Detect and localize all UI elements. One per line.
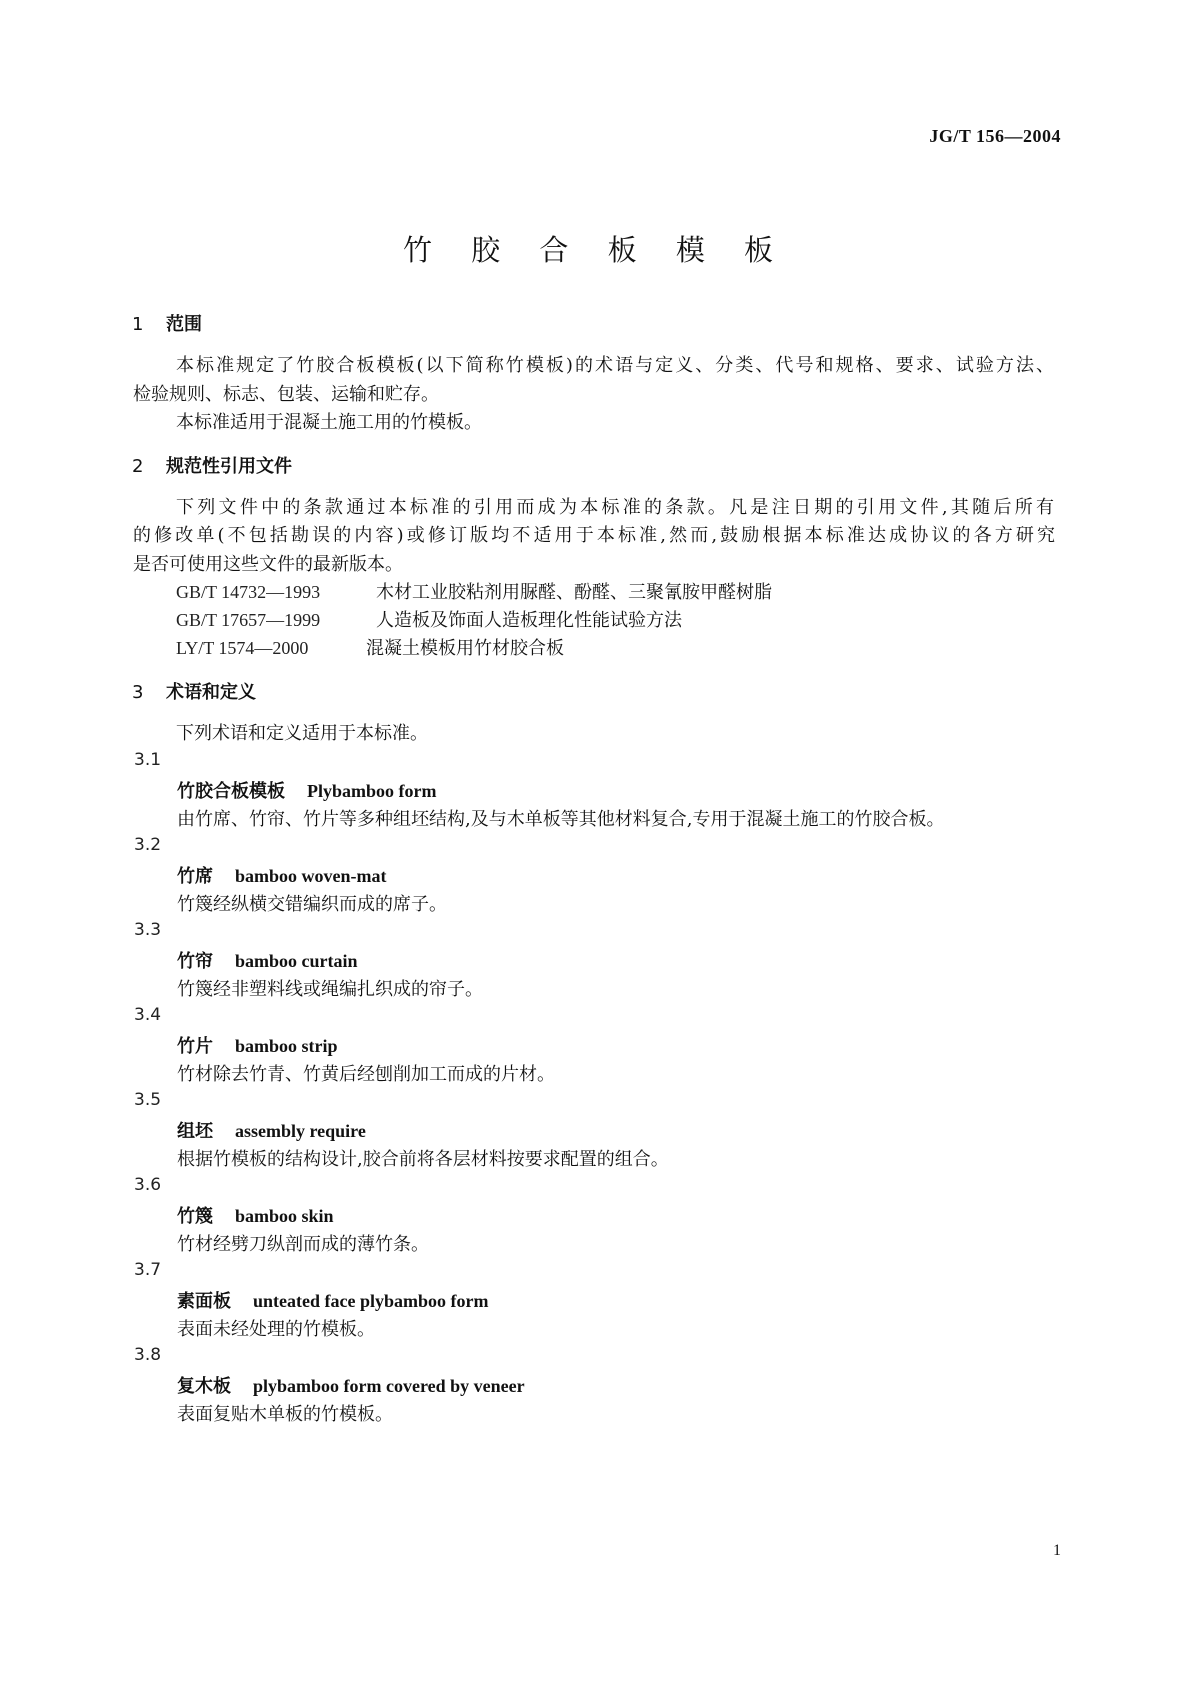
- term-definition: 竹材经劈刀纵剖而成的薄竹条。: [177, 1234, 429, 1255]
- term-english: unteated face plybamboo form: [253, 1291, 489, 1311]
- section-title: 规范性引用文件: [166, 456, 292, 477]
- term-english: Plybamboo form: [307, 781, 437, 801]
- term-definition: 根据竹模板的结构设计,胶合前将各层材料按要求配置的组合。: [177, 1149, 669, 1170]
- reference-title: 人造板及饰面人造板理化性能试验方法: [376, 610, 682, 631]
- term-definition: 竹材除去竹青、竹黄后经刨削加工而成的片材。: [177, 1064, 555, 1085]
- term-number: 3.3: [134, 920, 162, 940]
- term-definition: 表面未经处理的竹模板。: [177, 1319, 375, 1340]
- section-2-paragraph-line: 是否可使用这些文件的最新版本。: [133, 554, 403, 575]
- term-chinese: 组坯: [177, 1121, 213, 1142]
- term-heading: [177, 1372, 525, 1398]
- standard-code: JG/T 156—2004: [929, 126, 1061, 146]
- section-number: 2: [132, 456, 144, 477]
- term-chinese: 竹篾: [177, 1206, 213, 1227]
- reference-code: GB/T 17657—1999: [176, 610, 321, 630]
- reference-code: LY/T 1574—2000: [176, 638, 309, 658]
- term-definition: 竹篾经非塑料线或绳编扎织成的帘子。: [177, 979, 483, 1000]
- term-number: 3.5: [134, 1090, 162, 1110]
- term-definition: 竹篾经纵横交错编织而成的席子。: [177, 894, 447, 915]
- section-2-heading: [132, 452, 292, 478]
- term-chinese: 竹片: [177, 1036, 213, 1057]
- term-number: 3.6: [134, 1175, 162, 1195]
- term-heading: [177, 1287, 488, 1313]
- section-1-paragraph-line: 检验规则、标志、包装、运输和贮存。: [133, 384, 439, 405]
- term-english: plybamboo form covered by veneer: [253, 1376, 525, 1396]
- term-chinese: 素面板: [177, 1291, 231, 1312]
- term-english: bamboo woven-mat: [235, 866, 387, 886]
- section-3-intro: 下列术语和定义适用于本标准。: [176, 723, 428, 744]
- page-number: 1: [1053, 1542, 1061, 1559]
- term-number: 3.7: [134, 1260, 162, 1280]
- reference-item: [176, 606, 682, 632]
- section-3-heading: [132, 678, 256, 704]
- term-definition: 表面复贴木单板的竹模板。: [177, 1404, 393, 1425]
- reference-item: [176, 634, 564, 660]
- term-definition: 由竹席、竹帘、竹片等多种组坯结构,及与木单板等其他材料复合,专用于混凝土施工的竹胶合板。: [177, 809, 945, 830]
- term-number: 3.2: [134, 835, 162, 855]
- section-1-heading: [132, 310, 202, 336]
- term-english: bamboo curtain: [235, 951, 358, 971]
- reference-title: 混凝土模板用竹材胶合板: [366, 638, 564, 659]
- term-number: 3.4: [134, 1005, 162, 1025]
- term-chinese: 竹席: [177, 866, 213, 887]
- section-title: 范围: [166, 314, 202, 335]
- section-number: 3: [132, 682, 144, 703]
- section-title: 术语和定义: [166, 682, 256, 703]
- document-title: 竹 胶 合 板 模 板: [402, 233, 789, 267]
- term-number: 3.1: [134, 750, 162, 770]
- term-heading: [177, 1032, 338, 1058]
- reference-title: 木材工业胶粘剂用脲醛、酚醛、三聚氰胺甲醛树脂: [376, 582, 772, 603]
- section-1-scope-paragraph: 本标准适用于混凝土施工用的竹模板。: [176, 412, 482, 433]
- term-english: assembly require: [235, 1121, 366, 1141]
- section-1-paragraph-line: 本标准规定了竹胶合板模板(以下简称竹模板)的术语与定义、分类、代号和规格、要求、试验方法、: [176, 355, 1054, 376]
- term-chinese: 竹胶合板模板: [177, 781, 285, 802]
- section-number: 1: [132, 314, 144, 335]
- term-heading: [177, 1117, 366, 1143]
- term-heading: [177, 777, 437, 803]
- term-chinese: 复木板: [177, 1376, 231, 1397]
- reference-code: GB/T 14732—1993: [176, 582, 321, 602]
- term-english: bamboo skin: [235, 1206, 334, 1226]
- section-2-paragraph-line: 下列文件中的条款通过本标准的引用而成为本标准的条款。凡是注日期的引用文件,其随后所有: [176, 497, 1054, 518]
- term-number: 3.8: [134, 1345, 162, 1365]
- term-english: bamboo strip: [235, 1036, 338, 1056]
- term-heading: [177, 1202, 334, 1228]
- term-heading: [177, 947, 358, 973]
- reference-item: [176, 578, 772, 604]
- term-heading: [177, 862, 387, 888]
- term-chinese: 竹帘: [177, 951, 213, 972]
- section-2-paragraph-line: 的修改单(不包括勘误的内容)或修订版均不适用于本标准,然而,鼓励根据本标准达成协议的各方研究: [133, 525, 1055, 546]
